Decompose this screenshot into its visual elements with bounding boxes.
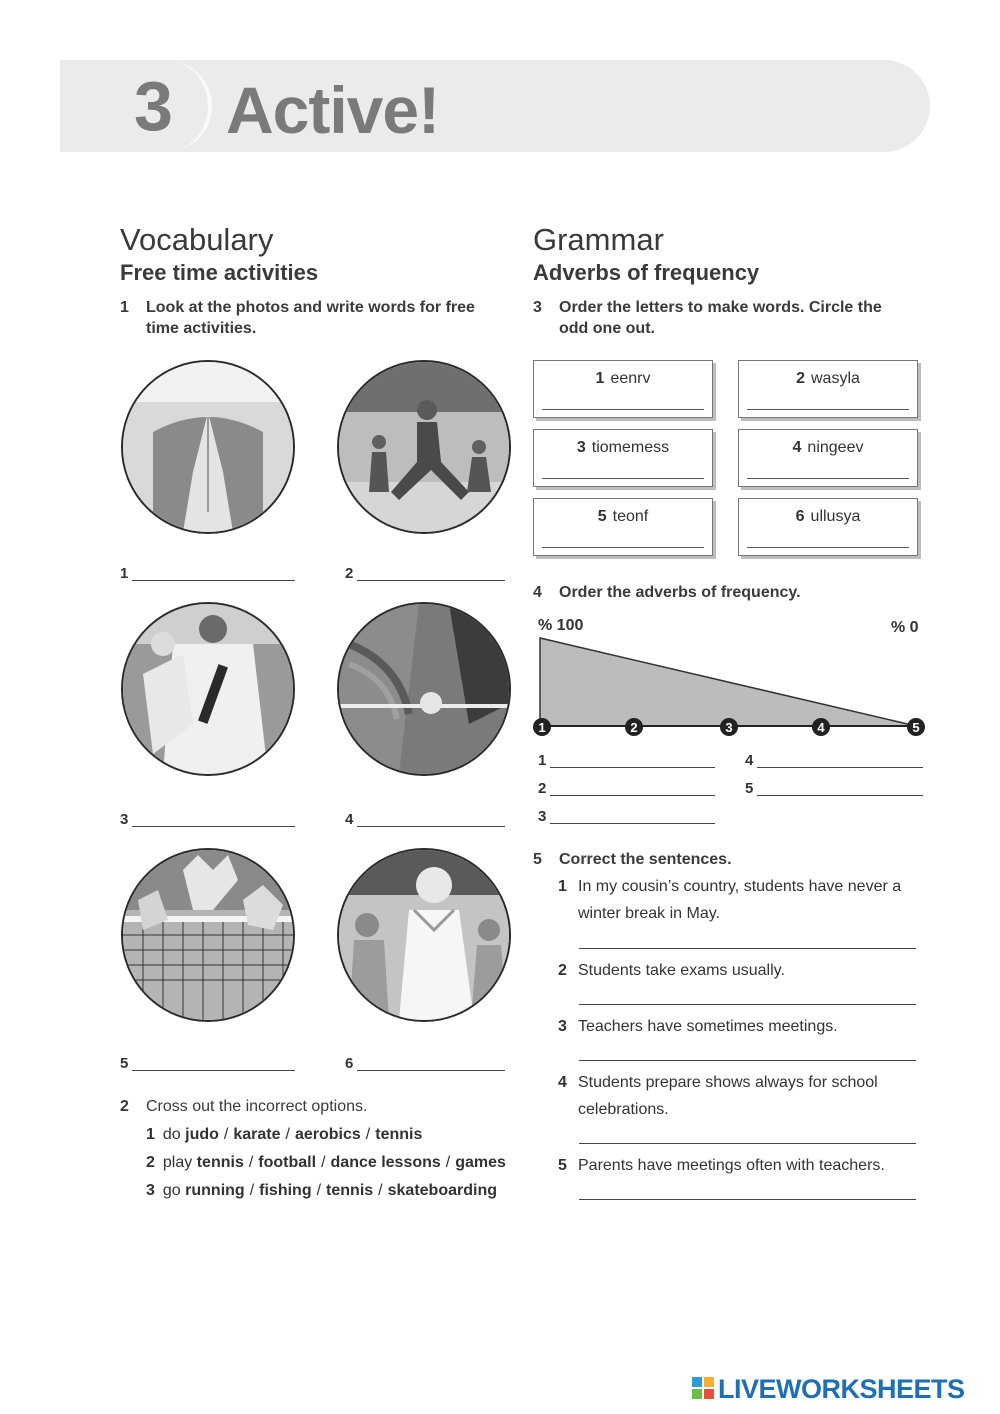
vocabulary-heading: Vocabulary (120, 222, 274, 257)
answer-row-6 (345, 1055, 353, 1072)
answer-number: 5 (120, 1055, 129, 1072)
word-number: 2 (796, 370, 805, 387)
item-number: 2 (146, 1154, 155, 1171)
sentence-3 (558, 1013, 928, 1040)
frequency-scale (528, 630, 930, 742)
frequency-point-label: 1 (538, 720, 546, 735)
correction-line-4[interactable] (579, 1143, 916, 1144)
word-answer-line[interactable] (747, 478, 909, 479)
exercise-4-instruction (533, 582, 913, 603)
word-answer-line[interactable] (747, 547, 909, 548)
frequency-point-label: 5 (912, 720, 920, 735)
frequency-point[interactable] (720, 718, 738, 736)
sentence-number: 2 (558, 962, 567, 979)
answer-number: 3 (120, 811, 129, 828)
exercise-number: 4 (533, 584, 542, 601)
answer-line[interactable] (550, 823, 715, 824)
answer-line[interactable] (757, 767, 923, 768)
vocabulary-subheading: Free time activities (120, 260, 319, 285)
answer-line[interactable] (132, 826, 295, 827)
correction-line-2[interactable] (579, 1004, 916, 1005)
exercise-number: 1 (120, 299, 129, 316)
item-number: 1 (146, 1126, 155, 1143)
word-number: 5 (597, 508, 607, 525)
answer-number: 2 (538, 780, 547, 797)
liveworksheets-logo-text: LIVEWORKSHEETS (718, 1374, 965, 1404)
instruction-text: Order the letters to make words. Circle the odd one out. (559, 299, 882, 337)
frequency-point-label: 2 (630, 720, 638, 735)
answer-line[interactable] (132, 1070, 295, 1071)
answer-row-1 (120, 565, 128, 582)
cross-out-item-3: 3 go running / fishing / tennis / skateboarding (146, 1182, 497, 1199)
word-box-1 (533, 360, 713, 418)
word-number: 3 (576, 439, 586, 456)
option[interactable]: skateboarding (387, 1182, 497, 1199)
answer-row-3 (120, 811, 128, 828)
order-answer-5 (745, 780, 753, 797)
grammar-heading: Grammar (533, 222, 664, 257)
answer-line[interactable] (550, 795, 715, 796)
answer-line[interactable] (757, 795, 923, 796)
answer-number: 2 (345, 565, 354, 582)
scrambled-word[interactable]: tiomemess (591, 439, 670, 456)
correction-line-1[interactable] (579, 948, 916, 949)
sentence-number: 4 (558, 1074, 567, 1091)
word-box-2 (738, 360, 918, 418)
correction-line-5[interactable] (579, 1199, 916, 1200)
sentence-5 (558, 1152, 928, 1179)
order-answer-4 (745, 752, 753, 769)
photo-aerobics (337, 360, 511, 534)
frequency-point-label: 3 (725, 720, 733, 735)
scrambled-word[interactable]: wasyla (811, 370, 860, 387)
instruction-text: Correct the sentences. (559, 851, 732, 868)
frequency-triangle (540, 638, 916, 726)
photo-karate (121, 602, 295, 776)
cross-out-item-1: 1 do judo / karate / aerobics / tennis (146, 1126, 423, 1143)
item-verb: go (162, 1182, 181, 1199)
option[interactable]: dance lessons (330, 1154, 441, 1171)
order-answer-3 (538, 808, 546, 825)
unit-number: 3 (134, 67, 173, 145)
answer-number: 3 (538, 808, 547, 825)
answer-row-4 (345, 811, 353, 828)
instruction-text: Order the adverbs of frequency. (559, 584, 801, 601)
word-box-4 (738, 429, 918, 487)
answer-number: 6 (345, 1055, 354, 1072)
frequency-point[interactable] (907, 718, 925, 736)
frequency-point[interactable] (625, 718, 643, 736)
option[interactable]: karate (233, 1126, 281, 1143)
frequency-point-label: 4 (817, 720, 825, 735)
option[interactable]: tennis (196, 1154, 244, 1171)
exercise-number: 2 (120, 1098, 129, 1115)
word-box-6 (738, 498, 918, 556)
sentence-text: Teachers have sometimes meetings. (578, 1018, 838, 1035)
word-answer-line[interactable] (542, 547, 704, 548)
answer-line[interactable] (357, 1070, 505, 1071)
cross-out-item-2: 2 play tennis / football / dance lessons / games (146, 1154, 506, 1171)
option[interactable]: games (455, 1154, 506, 1171)
answer-row-2 (345, 565, 353, 582)
unit-title: Active! (226, 73, 440, 147)
answer-number: 4 (345, 811, 354, 828)
word-box-3 (533, 429, 713, 487)
frequency-point[interactable] (812, 718, 830, 736)
answer-number: 5 (745, 780, 754, 797)
answer-number: 4 (745, 752, 754, 769)
word-answer-line[interactable] (542, 409, 704, 410)
word-number: 1 (595, 370, 605, 387)
scrambled-word[interactable]: eenrv (610, 370, 651, 387)
sentence-number: 5 (558, 1157, 567, 1174)
option[interactable]: tennis (375, 1126, 423, 1143)
sentence-number: 3 (558, 1018, 567, 1035)
answer-number: 1 (120, 565, 129, 582)
sentence-number: 1 (558, 878, 567, 895)
order-answer-1 (538, 752, 546, 769)
frequency-point[interactable] (533, 718, 551, 736)
item-verb: play (162, 1154, 193, 1171)
frequency-max-label: % 100 (538, 617, 584, 634)
answer-line[interactable] (357, 580, 505, 581)
exercise-number: 3 (533, 299, 542, 316)
word-box-5 (533, 498, 713, 556)
scrambled-word[interactable]: ullusya (810, 508, 861, 525)
word-answer-line[interactable] (747, 409, 909, 410)
sentence-2 (558, 957, 928, 984)
option[interactable]: running (185, 1182, 245, 1199)
answer-row-5 (120, 1055, 128, 1072)
option[interactable]: fishing (259, 1182, 312, 1199)
liveworksheets-logo-icon (692, 1377, 714, 1399)
sentence-4 (558, 1069, 928, 1123)
answer-number: 1 (538, 752, 547, 769)
item-number: 3 (146, 1182, 155, 1199)
scrambled-word[interactable]: teonf (612, 508, 649, 525)
answer-line[interactable] (357, 826, 505, 827)
sentence-text: Parents have meetings often with teachers. (578, 1157, 885, 1174)
exercise-5-instruction (533, 849, 913, 870)
frequency-min-label: % 0 (891, 619, 919, 636)
photo-tennis (337, 602, 511, 776)
option[interactable]: aerobics (294, 1126, 361, 1143)
correction-line-3[interactable] (579, 1060, 916, 1061)
sentence-text: Students prepare shows always for school celebrations. (578, 1074, 878, 1118)
option[interactable]: tennis (326, 1182, 374, 1199)
order-answer-2 (538, 780, 546, 797)
photo-dance (337, 848, 511, 1022)
item-verb: do (162, 1126, 181, 1143)
instruction-text: Cross out the incorrect options. (146, 1098, 368, 1115)
exercise-3-instruction (533, 297, 913, 339)
option[interactable]: football (258, 1154, 317, 1171)
sentence-1 (558, 873, 928, 927)
word-number: 4 (792, 439, 802, 456)
answer-line[interactable] (550, 767, 715, 768)
grammar-subheading: Adverbs of frequency (533, 260, 760, 285)
photo-yoga (121, 360, 295, 534)
exercise-1-instruction (120, 297, 500, 339)
answer-line[interactable] (132, 580, 295, 581)
instruction-text: Look at the photos and write words for free time activities. (146, 299, 475, 337)
exercise-2-instruction (120, 1096, 500, 1117)
word-number: 6 (795, 508, 805, 525)
exercise-number: 5 (533, 851, 542, 868)
sentence-text: In my cousin’s country, students have never a winter break in May. (578, 878, 902, 922)
word-answer-line[interactable] (542, 478, 704, 479)
option[interactable]: judo (185, 1126, 219, 1143)
sentence-text: Students take exams usually. (578, 962, 785, 979)
scrambled-word[interactable]: ningeev (807, 439, 864, 456)
photo-volleyball (121, 848, 295, 1022)
